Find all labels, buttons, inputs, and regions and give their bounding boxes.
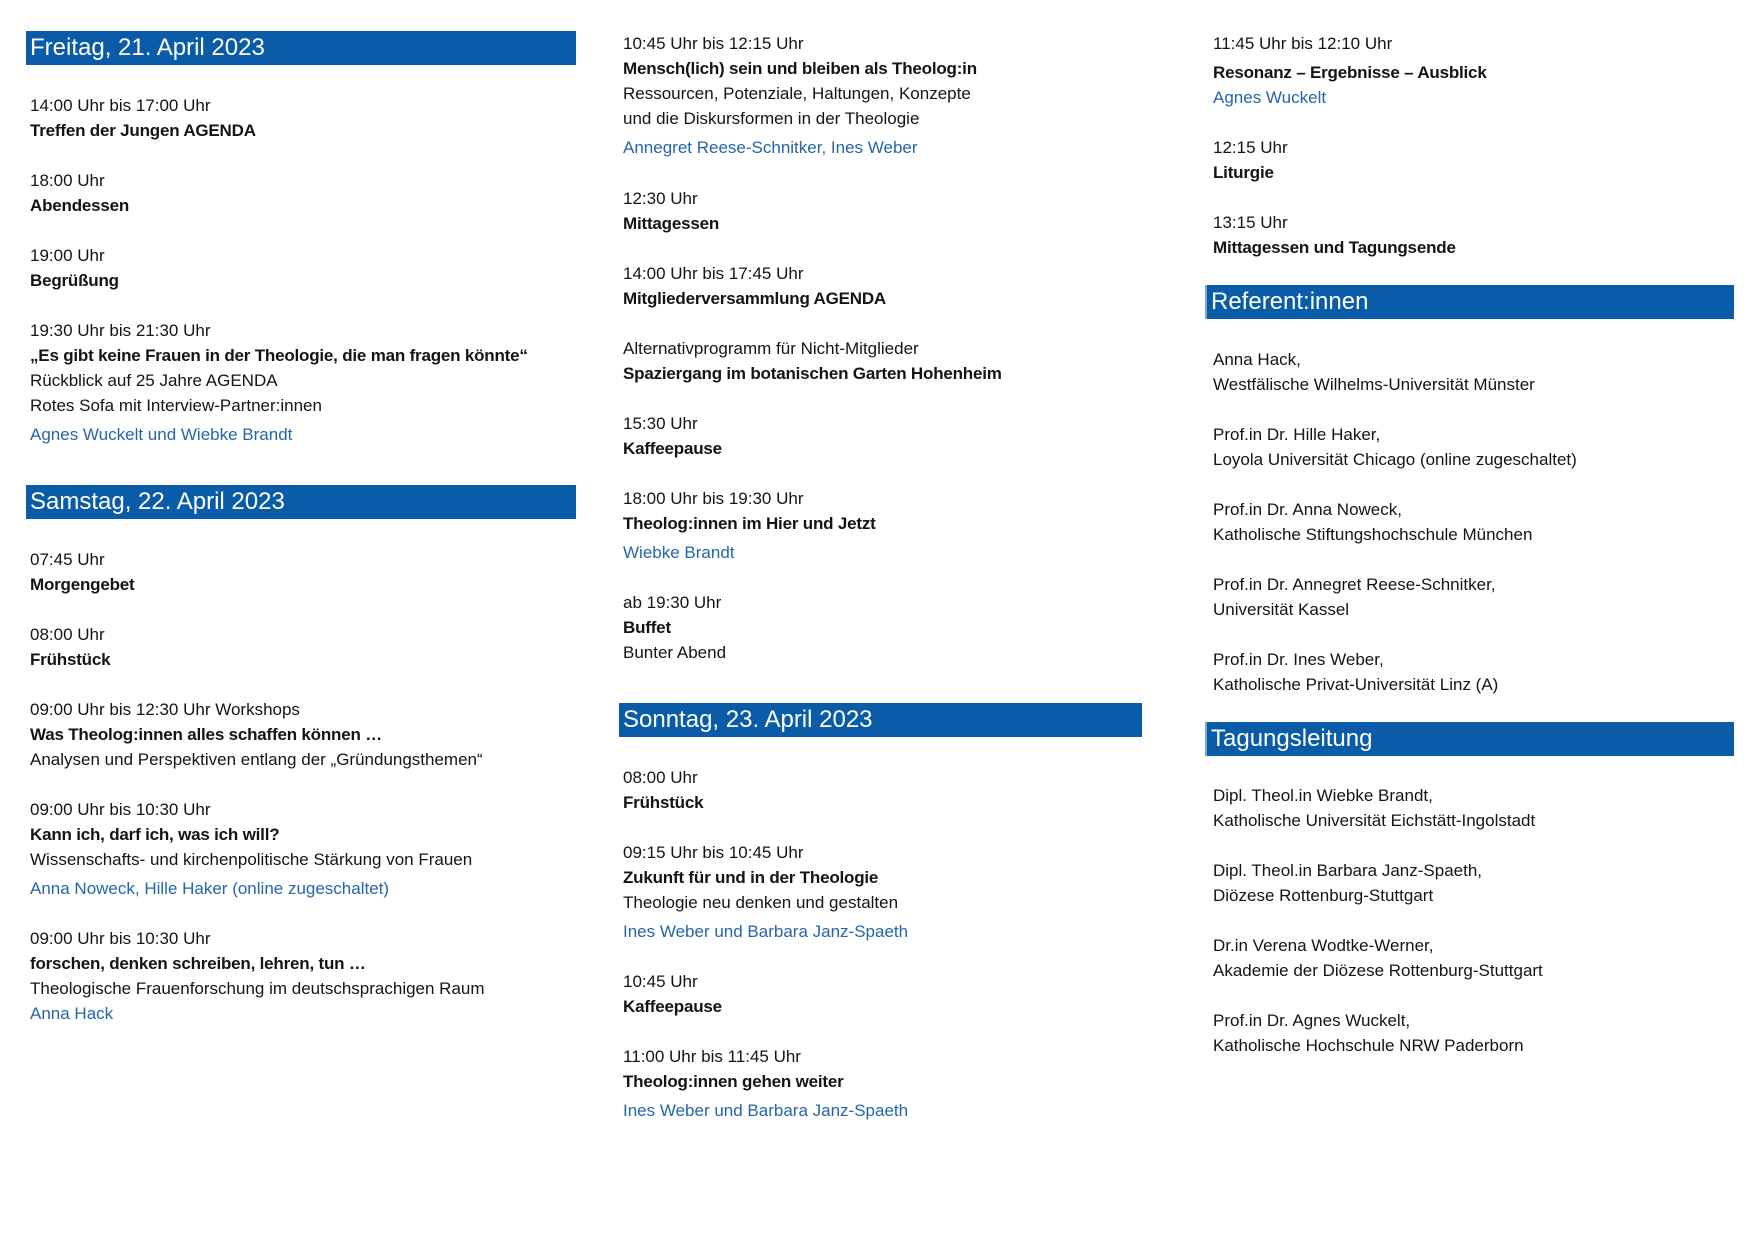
- event-friday-3: [30, 243, 119, 293]
- event-saturday-2: [30, 622, 110, 672]
- event-saturday-7: [623, 186, 719, 236]
- speaker-entry: [1213, 422, 1577, 472]
- event-speakers: Ines Weber und Barbara Janz-Spaeth: [623, 1101, 909, 1120]
- leader-entry: [1213, 933, 1543, 983]
- person-affiliation: Katholische Privat-Universität Linz (A): [1213, 675, 1499, 694]
- event-time: 13:15 Uhr: [1213, 213, 1288, 232]
- event-title: Buffet: [623, 618, 671, 637]
- event-speakers: Ines Weber und Barbara Janz-Spaeth: [623, 922, 909, 941]
- person-name: Prof.in Dr. Annegret Reese-Schnitker,: [1213, 575, 1496, 594]
- event-sunday-1: [623, 765, 703, 815]
- event-title: Kaffeepause: [623, 439, 722, 458]
- event-sunday-3: [623, 969, 722, 1019]
- person-affiliation: Westfälische Wilhelms-Universität Münster: [1213, 375, 1535, 394]
- person-name: Prof.in Dr. Anna Noweck,: [1213, 500, 1402, 519]
- event-time: 14:00 Uhr bis 17:00 Uhr: [30, 96, 211, 115]
- event-time: 19:00 Uhr: [30, 246, 105, 265]
- event-time: 19:30 Uhr bis 21:30 Uhr: [30, 321, 211, 340]
- event-time: 11:45 Uhr bis 12:10 Uhr: [1213, 34, 1393, 53]
- event-title: Liturgie: [1213, 163, 1274, 182]
- event-title: Morgengebet: [30, 575, 135, 594]
- event-time: 09:00 Uhr bis 12:30 Uhr Workshops: [30, 700, 300, 719]
- person-affiliation: Loyola Universität Chicago (online zugeschaltet): [1213, 450, 1577, 469]
- event-description: Bunter Abend: [623, 643, 727, 662]
- event-speakers: Annegret Reese-Schnitker, Ines Weber: [623, 138, 918, 157]
- event-time: 18:00 Uhr bis 19:30 Uhr: [623, 489, 804, 508]
- event-title: „Es gibt keine Frauen in der Theologie, die man fragen könnte“: [30, 346, 528, 365]
- speaker-entry: [1213, 347, 1535, 397]
- event-title: Zukunft für und in der Theologie: [623, 868, 879, 887]
- event-title: Resonanz – Ergebnisse – Ausblick: [1213, 63, 1487, 82]
- day-heading-sunday: Sonntag, 23. April 2023: [619, 703, 1142, 737]
- day-heading-saturday: Samstag, 22. April 2023: [26, 485, 576, 519]
- event-description: Theologische Frauenforschung im deutschsprachigen Raum: [30, 979, 485, 998]
- person-affiliation: Katholische Stiftungshochschule München: [1213, 525, 1533, 544]
- event-title: Theolog:innen im Hier und Jetzt: [623, 514, 876, 533]
- person-affiliation: Diözese Rottenburg-Stuttgart: [1213, 886, 1434, 905]
- event-time: 14:00 Uhr bis 17:45 Uhr: [623, 264, 804, 283]
- event-description: Rückblick auf 25 Jahre AGENDA: [30, 371, 278, 390]
- event-description: und die Diskursformen in der Theologie: [623, 109, 920, 128]
- event-title: Theolog:innen gehen weiter: [623, 1072, 844, 1091]
- event-speakers: Agnes Wuckelt und Wiebke Brandt: [30, 425, 293, 444]
- person-affiliation: Katholische Universität Eichstätt-Ingolstadt: [1213, 811, 1536, 830]
- event-sunday-2: [623, 840, 908, 944]
- section-heading-speakers: Referent:innen: [1205, 285, 1734, 319]
- person-affiliation: Universität Kassel: [1213, 600, 1350, 619]
- day-heading-friday: Freitag, 21. April 2023: [26, 31, 576, 65]
- event-title: Abendessen: [30, 196, 130, 215]
- event-description: Ressourcen, Potenziale, Haltungen, Konzepte: [623, 84, 971, 103]
- event-friday-1: [30, 93, 256, 143]
- event-title: Was Theolog:innen alles schaffen können …: [30, 725, 382, 744]
- event-description: Theologie neu denken und gestalten: [623, 893, 899, 912]
- event-speakers: Anna Hack: [30, 1004, 114, 1023]
- leader-entry: [1213, 858, 1482, 908]
- event-time: 12:30 Uhr: [623, 189, 698, 208]
- person-affiliation: Katholische Hochschule NRW Paderborn: [1213, 1036, 1524, 1055]
- event-saturday-10: [623, 411, 722, 461]
- event-time: 08:00 Uhr: [623, 768, 698, 787]
- person-name: Prof.in Dr. Agnes Wuckelt,: [1213, 1011, 1411, 1030]
- event-title: Frühstück: [30, 650, 111, 669]
- event-title: Spaziergang im botanischen Garten Hohenheim: [623, 364, 1002, 383]
- event-title: Kann ich, darf ich, was ich will?: [30, 825, 280, 844]
- event-title: Mittagessen: [623, 214, 720, 233]
- event-sunday-4: [623, 1044, 908, 1123]
- event-time: 10:45 Uhr bis 12:15 Uhr: [623, 34, 804, 53]
- event-time: 07:45 Uhr: [30, 550, 105, 569]
- person-name: Dr.in Verena Wodtke-Werner,: [1213, 936, 1434, 955]
- event-time: Alternativprogramm für Nicht-Mitglieder: [623, 339, 919, 358]
- event-saturday-8: [623, 261, 886, 311]
- event-saturday-5: [30, 926, 485, 1026]
- event-saturday-12: [623, 590, 726, 665]
- leader-entry: [1213, 1008, 1524, 1058]
- person-name: Dipl. Theol.in Barbara Janz-Spaeth,: [1213, 861, 1483, 880]
- event-time: 09:00 Uhr bis 10:30 Uhr: [30, 800, 211, 819]
- event-sunday-5: [1213, 31, 1487, 110]
- event-title: Kaffeepause: [623, 997, 722, 1016]
- person-affiliation: Akademie der Diözese Rottenburg-Stuttgart: [1213, 961, 1543, 980]
- event-description: Wissenschafts- und kirchenpolitische Stärkung von Frauen: [30, 850, 473, 869]
- event-time: 11:00 Uhr bis 11:45 Uhr: [623, 1047, 801, 1066]
- event-time: 15:30 Uhr: [623, 414, 698, 433]
- event-title: forschen, denken schreiben, lehren, tun …: [30, 954, 366, 973]
- event-title: Mitgliederversammlung AGENDA: [623, 289, 886, 308]
- event-saturday-9: [623, 336, 1002, 386]
- event-title: Begrüßung: [30, 271, 119, 290]
- event-title: Treffen der Jungen AGENDA: [30, 121, 256, 140]
- person-name: Prof.in Dr. Ines Weber,: [1213, 650, 1384, 669]
- person-name: Anna Hack,: [1213, 350, 1301, 369]
- event-sunday-6: [1213, 135, 1288, 185]
- event-time: 09:00 Uhr bis 10:30 Uhr: [30, 929, 211, 948]
- event-time: 08:00 Uhr: [30, 625, 105, 644]
- event-saturday-4: [30, 797, 472, 901]
- event-time: 12:15 Uhr: [1213, 138, 1288, 157]
- event-title: Frühstück: [623, 793, 704, 812]
- person-name: Prof.in Dr. Hille Haker,: [1213, 425, 1381, 444]
- event-friday-4: [30, 318, 528, 447]
- event-description: Analysen und Perspektiven entlang der „Gründungsthemen“: [30, 750, 483, 769]
- event-sunday-7: [1213, 210, 1456, 260]
- event-description: Rotes Sofa mit Interview-Partner:innen: [30, 396, 322, 415]
- speaker-entry: [1213, 497, 1532, 547]
- event-time: ab 19:30 Uhr: [623, 593, 722, 612]
- event-friday-2: [30, 168, 129, 218]
- event-saturday-3: [30, 697, 483, 772]
- event-saturday-11: [623, 486, 876, 565]
- event-speakers: Agnes Wuckelt: [1213, 88, 1327, 107]
- person-name: Dipl. Theol.in Wiebke Brandt,: [1213, 786, 1433, 805]
- speaker-entry: [1213, 572, 1496, 622]
- section-heading-leadership: Tagungsleitung: [1205, 722, 1734, 756]
- event-time: 09:15 Uhr bis 10:45 Uhr: [623, 843, 804, 862]
- speaker-entry: [1213, 647, 1498, 697]
- leader-entry: [1213, 783, 1535, 833]
- event-speakers: Anna Noweck, Hille Haker (online zugeschaltet): [30, 879, 390, 898]
- event-title: Mensch(lich) sein und bleiben als Theolog:in: [623, 59, 977, 78]
- event-speakers: Wiebke Brandt: [623, 543, 735, 562]
- event-saturday-6: [623, 31, 977, 160]
- event-saturday-1: [30, 547, 135, 597]
- event-time: 18:00 Uhr: [30, 171, 105, 190]
- event-time: 10:45 Uhr: [623, 972, 698, 991]
- event-title: Mittagessen und Tagungsende: [1213, 238, 1456, 257]
